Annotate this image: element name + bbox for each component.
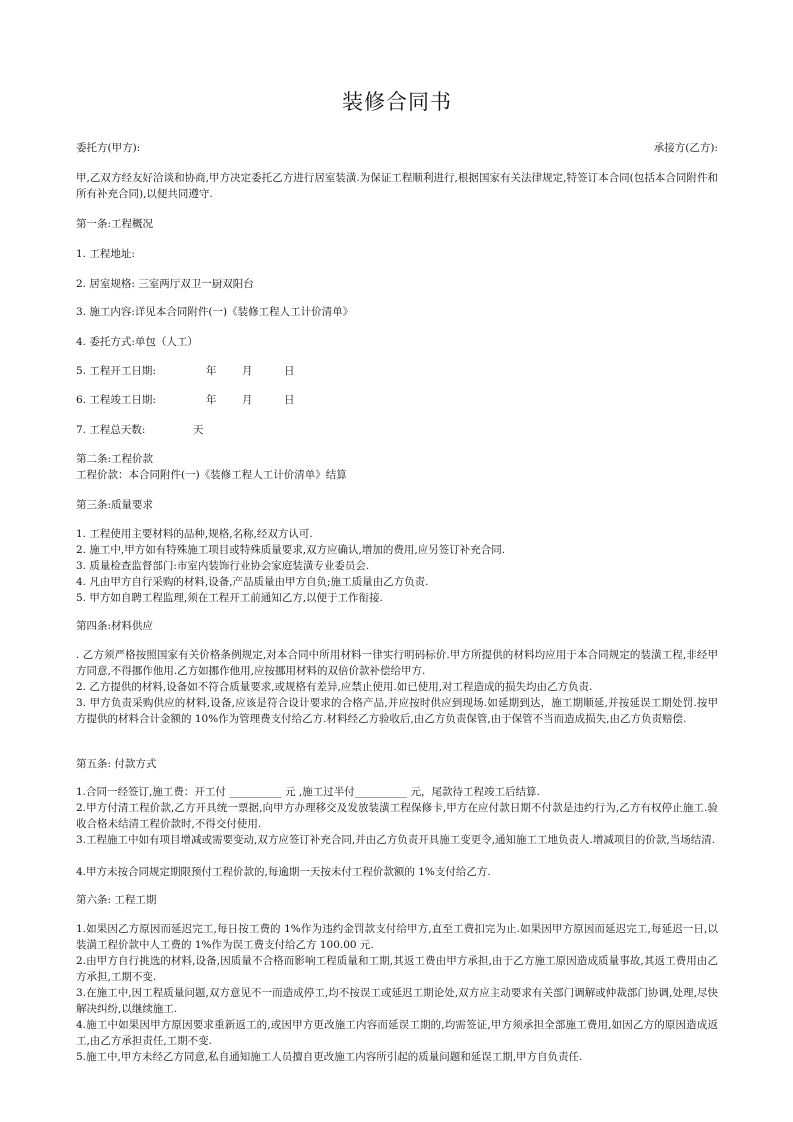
s4-paragraph-2: 2. 乙方提供的材料,设备如不符合质量要求,或规格有差异,应禁止使用.如已使用,对工程造成的损失均由乙方负责. <box>76 681 593 693</box>
contractor-label: 承接方(乙方): <box>653 142 718 154</box>
section-2-heading: 第二条:工程价款 <box>76 453 154 465</box>
s1-total-days-row <box>76 422 718 438</box>
s3-item: 4. 凡由甲方自行采购的材料,设备,产品质量由甲方自负;施工质量由乙方负责. <box>76 576 429 588</box>
s3-item: 3. 质量检查监督部门:市室内装饰行业协会家庭装潢专业委员会. <box>76 560 370 572</box>
s5-paragraph-1: 1.合同一经签订,施工费：开工付 __________ 元 ,施工过半付__________ 元，尾款待工程竣工后结算. <box>76 786 540 798</box>
start-year: 年 <box>206 365 217 377</box>
s4-paragraph-1: . 乙方须严格按照国家有关价格条例规定,对本合同中所用材料一律实行明码标价.甲方所提供的材料均应用于本合同规定的装潢工程,非经甲方同意,不得挪作他用.乙方如挪作他用,应按挪用材料的双倍价款补偿给甲方. <box>76 649 718 677</box>
s6-paragraph-1: 1.如果因乙方原因而延迟完工,每日按工费的 1%作为违约金罚款支付给甲方,直至工费扣完为止.如果因甲方原因而延迟完工,每延迟一日,以装潢工程价款中人工费的 1%作为误工费支付给乙方 100.00 元. <box>76 923 718 951</box>
section-6-heading: 第六条: 工程工期 <box>76 894 157 906</box>
s1-item-address: 1. 工程地址: <box>76 248 135 260</box>
s1-end-date-row <box>76 392 718 408</box>
s3-item: 1. 工程使用主要材料的品种,规格,名称,经双方认可. <box>76 528 313 540</box>
section-3-heading: 第三条:质量要求 <box>76 499 154 511</box>
start-date-label: 5. 工程开工日期: <box>76 365 156 377</box>
start-month: 月 <box>242 365 253 377</box>
s3-item: 5. 甲方如自聘工程监理,须在工程开工前通知乙方,以便于工作衔接. <box>76 592 383 604</box>
s1-item-method: 4. 委托方式:单包（人工） <box>76 336 198 348</box>
s5-paragraph-4: 4.甲方未按合同规定期限预付工程价款的,每逾期一天按未付工程价款额的 1%支付给乙方. <box>76 866 491 878</box>
end-day: 日 <box>284 394 295 406</box>
parties-row <box>76 140 718 156</box>
total-days-label: 7. 工程总天数: <box>76 424 146 436</box>
s6-paragraph-2: 2.由甲方自行挑选的材料,设备,因质量不合格而影响工程质量和工期,其返工费由甲方承担,由于乙方施工原因造成质量事故,其返工费用由乙方承担,工期不变. <box>76 955 718 983</box>
s2-price-line: 工程价款：本合同附件(一)《装修工程人工计价清单》结算 <box>76 469 347 481</box>
end-month: 月 <box>242 394 253 406</box>
end-date-label: 6. 工程竣工日期: <box>76 394 156 406</box>
end-year: 年 <box>206 394 217 406</box>
start-day: 日 <box>284 365 295 377</box>
section-1-heading: 第一条:工程概况 <box>76 218 154 230</box>
document-title: 装修合同书 <box>342 90 452 114</box>
s1-item-content: 3. 施工内容:详见本合同附件(一)《装修工程人工计价清单》 <box>76 306 354 318</box>
s4-paragraph-3: 3. 甲方负责采购供应的材料,设备,应该是符合设计要求的合格产品,并应按时供应到现场.如延期到达，施工期顺延,并按延误工期处罚.按甲方提供的材料合计金额的 10%作为管理费支付给乙方.材料经乙方验收后,由乙方负责保管,由于保管不当而造成损失,由乙方负责赔偿. <box>76 697 718 725</box>
s5-paragraph-3: 3.工程施工中如有项目增减或需要变动,双方应签订补充合同,并由乙方负责开具施工变更令,通知施工工地负责人.增减项目的价款,当场结清. <box>76 834 716 846</box>
s6-paragraph-4: 4.施工中如果因甲方原因要求重新返工的,或因甲方更改施工内容而延误工期的,均需签证,甲方须承担全部施工费用,如因乙方的原因造成返工,由乙方承担责任,工期不变. <box>76 1019 718 1047</box>
s6-paragraph-5: 5.施工中,甲方未经乙方同意,私自通知施工人员擅自更改施工内容所引起的质量问题和延误工期,甲方自负责任. <box>76 1051 583 1063</box>
section-5-heading: 第五条: 付款方式 <box>76 758 157 770</box>
section-4-heading: 第四条:材料供应 <box>76 620 154 632</box>
s6-paragraph-3: 3.在施工中,因工程质量问题,双方意见不一而造成停工,均不按误工或延迟工期论处,双方应主动要求有关部门调解或仲裁部门协调,处理,尽快解决纠纷,以继续施工. <box>76 987 718 1015</box>
intro-paragraph: 甲,乙双方经友好洽谈和协商,甲方决定委托乙方进行居室装潢.为保证工程顺利进行,根据国家有关法律规定,特签订本合同(包括本合同附件和所有补充合同),以便共同遵守. <box>76 172 718 200</box>
s1-start-date-row <box>76 363 718 379</box>
s1-item-spec: 2. 居室规格: 三室两厅双卫一厨双阳台 <box>76 278 254 290</box>
client-label: 委托方(甲方): <box>76 142 141 154</box>
total-days-unit: 天 <box>193 424 204 436</box>
s5-paragraph-2: 2.甲方付清工程价款,乙方开具统一票据,向甲方办理移交及发放装潢工程保修卡,甲方在应付款日期不付款是违约行为,乙方有权停止施工.验收合格未结清工程价款时,不得交付使用. <box>76 802 718 830</box>
s3-item: 2. 施工中,甲方如有特殊施工项目或特殊质量要求,双方应确认,增加的费用,应另签订补充合同. <box>76 544 506 556</box>
